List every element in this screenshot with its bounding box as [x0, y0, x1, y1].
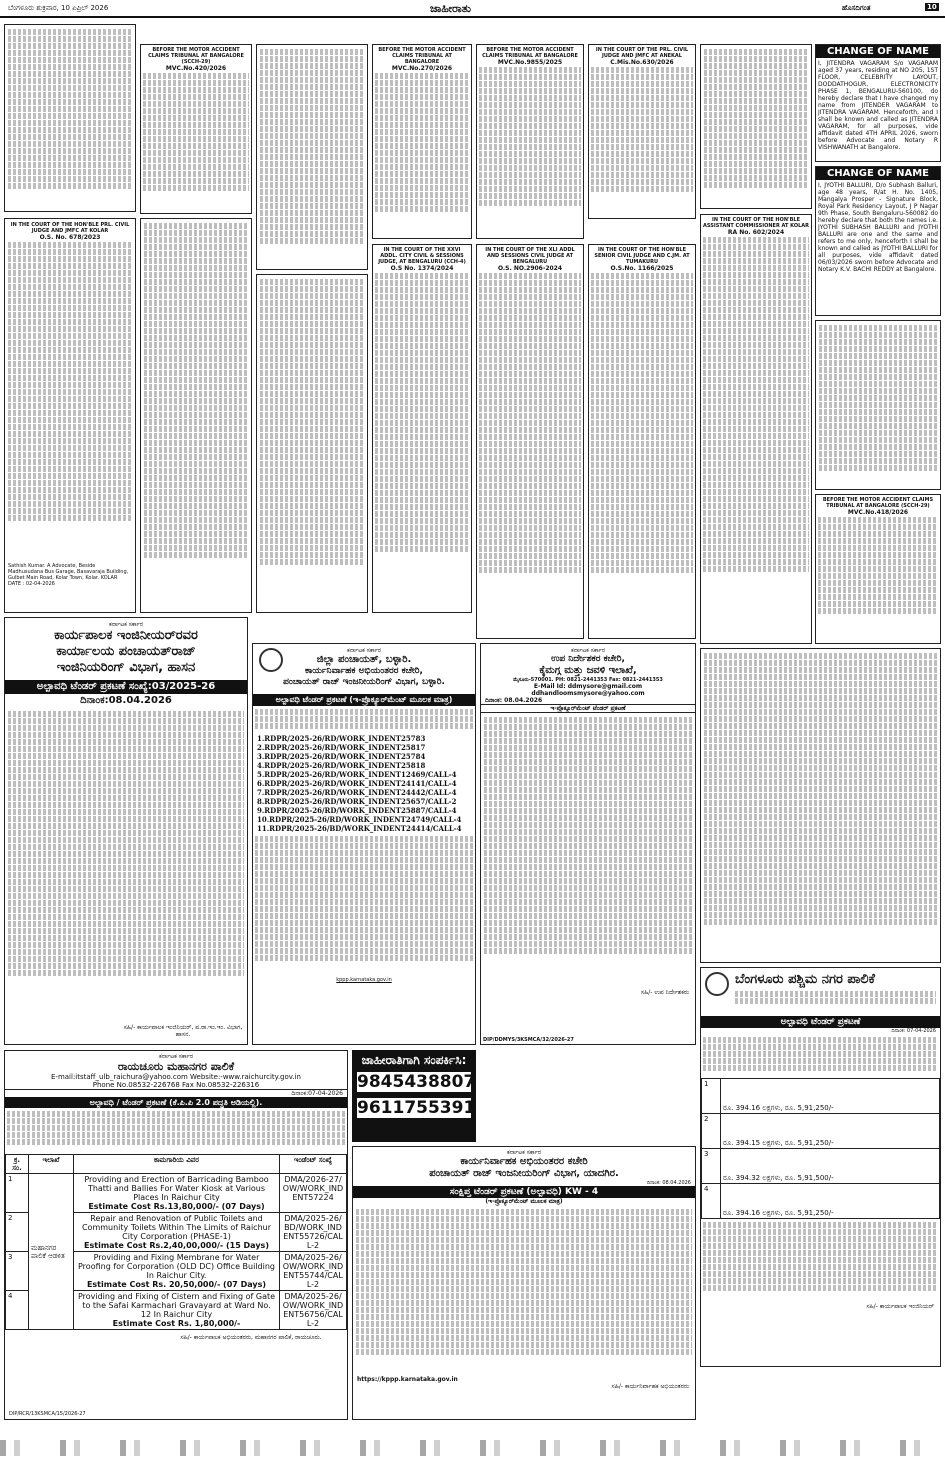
raichur-row-estimate: Estimate Cost Rs. 1,80,000/-: [112, 1319, 241, 1328]
kannada-court-notice-7: [815, 320, 941, 490]
raichur-signature: ಸಹಿ/- ಕಾರ್ಯಪಾಲಕ ಅಭಿಯಂತರರು, ಮಹಾನಗರ ಪಾಲಿಕೆ, ರಾಯಚೂರು.: [180, 1334, 322, 1341]
raichur-row-work-text: Providing and Fixing Membrane for Water Proofing for Corporation (OLD DC) Office Building In Raichur City.: [78, 1253, 275, 1280]
raichur-date: ದಿನಾಂಕ:07-04-2026: [5, 1089, 347, 1097]
yadgir-date: ದಿನಾಂಕ: 08.04.2026: [646, 1180, 691, 1186]
hassan-signature: ಸಹಿ/- ಕಾರ್ಯಪಾಲಕ ಇಂಜಿನಿಯರ್, ಪ.ರಾ.ಇಂ.ಇಂ. ವಿಭಾಗ, ಹಾಸನ.: [123, 1024, 243, 1038]
raichur-row-no: 4: [6, 1291, 29, 1330]
os-1374-case: O.S No. 1374/2024: [390, 265, 454, 272]
os-678-footer: Sathish Kumar. A Advocate, Beside Madhusudana Bus Garage, Basavaraja Building, Gulbet Main Road, Kolar Town, Kolar. KOLAR DATE : 02-04-2026: [8, 563, 129, 587]
handloom-office: ಉಪ ನಿರ್ದೇಶಕರ ಕಚೇರಿ,: [551, 654, 625, 664]
bellary-indent-item: 5.RDPR/2025-26/RD/WORK_INDENT12469/CALL-4: [257, 770, 457, 779]
raichur-row-indent: DMA/2026-27/OW/WORK_INDENT57224: [280, 1174, 347, 1213]
ad-contact-phone-1[interactable]: 9845438807: [357, 1072, 476, 1092]
change-of-name-2-heading: CHANGE OF NAME: [816, 167, 940, 180]
bbmp-notice: ಅಲ್ಪಾವಧಿ ಟೆಂಡರ್ ಪ್ರಕಟಣೆ: [701, 1016, 940, 1028]
mvc-270-case: MVC.No.270/2026: [391, 65, 453, 72]
yadgir-notice: ಸಂಕ್ಷಿಪ್ತ ಟೆಂಡರ್ ಪ್ರಕಟಣೆ (ಅಲ್ಪಾವಧಿ) KW - 4: [353, 1186, 695, 1198]
hassan-office: ಕಾರ್ಯಪಾಲಕ ಇಂಜಿನೀಯರ್‌ರವರ: [54, 628, 198, 643]
ad-contact-label: ಜಾಹೀರಾತಿಗಾಗಿ ಸಂಪರ್ಕಿಸಿ:: [361, 1053, 467, 1067]
change-of-name-1: [815, 44, 941, 162]
yadgir-website[interactable]: https://kppp.karnataka.gov.in: [357, 1376, 458, 1383]
bbmp-row-desc: ರೂ. 394.16 ಲಕ್ಷಗಳು, ರೂ. 5,91,250/-: [721, 1184, 940, 1219]
raichur-table-header: [6, 1155, 347, 1174]
handloom-signature: ಸಹಿ/- ಉಪ ನಿರ್ದೇಶಕರು: [640, 989, 689, 996]
os-678-notice: [4, 218, 136, 613]
handloom-email-2[interactable]: ddhandloomsmysore@yahoo.com: [531, 690, 645, 697]
civil-630-notice: [588, 44, 696, 219]
bellary-indent-item: 6.RDPR/2025-26/RD/WORK_INDENT24141/CALL-4: [257, 779, 457, 788]
raichur-table: [5, 1154, 347, 1330]
yadgir-tender: [352, 1146, 696, 1420]
handloom-office-2: ಕೈಮಗ್ಗ ಮತ್ತು ಜವಳಿ ಇಲಾಖೆ,: [539, 665, 637, 676]
bbmp-table-row: [702, 1079, 940, 1114]
mvc-420-notice: [140, 44, 252, 214]
bbmp-tender: [700, 967, 941, 1367]
mvc-420-title: BEFORE THE MOTOR ACCIDENT CLAIMS TRIBUNAL AT BANGALORE (SCCH-29): [148, 47, 244, 65]
bellary-indent-item: 8.RDPR/2025-26/RD/WORK_INDENT25657/CALL-2: [257, 797, 457, 806]
yadgir-signature: ಸಹಿ/- ಕಾರ್ಯನಿರ್ವಾಹಕ ಅಭಿಯಂತರರು: [611, 1383, 689, 1390]
handloom-email[interactable]: E-Mail Id: ddmysore@gmail.com: [533, 683, 643, 690]
raichur-notice: ಅಲ್ಪಾವಧಿ / ಟೆಂಡರ್ ಪ್ರಕಟಣೆ (ಕೆ.ಪಿ.ಪಿ 2.0 ಪದ್ಧತಿ ಅಡಿಯಲ್ಲಿ).: [5, 1097, 347, 1108]
kannada-court-notice-1: [4, 24, 136, 212]
change-of-name-1-heading: CHANGE OF NAME: [816, 45, 940, 58]
mvc-9855-title: BEFORE THE MOTOR ACCIDENT CLAIMS TRIBUNAL AT BANGALORE: [482, 47, 578, 59]
kannada-court-notice-5: [256, 274, 368, 613]
raichur-row-no: 3: [6, 1252, 29, 1291]
mvc-420-case: MVC.No.420/2026: [165, 65, 227, 72]
mvc-270-title: BEFORE THE MOTOR ACCIDENT CLAIMS TRIBUNAL AT BANGALORE: [378, 47, 466, 65]
bbmp-row-desc: ರೂ. 394.15 ಲಕ್ಷಗಳು, ರೂ. 5,91,250/-: [721, 1114, 940, 1149]
bellary-notice: ಅಲ್ಪಾವಧಿ ಟೆಂಡರ್ ಪ್ರಕಟಣೆ (ಇ-ಪ್ರೊಕ್ಯೂರ್‌ಮೆಂಟ್ ಮೂಲಕ ಮಾತ್ರ): [253, 694, 475, 706]
raichur-row-estimate: Estimate Cost Rs. 20,50,000/- (07 Days): [86, 1280, 267, 1289]
mvc-9855-notice: [476, 44, 584, 239]
bellary-indent-item: 7.RDPR/2025-26/RD/WORK_INDENT24442/CALL-4: [257, 788, 457, 797]
raichur-row-estimate: Estimate Cost Rs.13,80,000/- (07 Days): [88, 1202, 265, 1211]
raichur-row-work: [74, 1291, 280, 1330]
raichur-col-work: ಕಾಮಗಾರಿಯ ವಿವರ: [74, 1155, 280, 1174]
bbmp-logo-icon: [705, 972, 729, 996]
os-1374-title: IN THE COURT OF THE XXVI ADDL. CITY CIVIL & SESSIONS JUDGE, AT BENGALURU (CCH-4): [378, 247, 466, 265]
bellary-indent-item: 9.RDPR/2025-26/RD/WORK_INDENT25887/CALL-4: [257, 806, 457, 815]
yadgir-office-2: ಪಂಚಾಯತ್ ರಾಜ್ ಇಂಜನೀಯರಿಂಗ್ ವಿಭಾಗ, ಯಾದಗಿರ.: [429, 1168, 619, 1179]
masthead: [0, 0, 945, 18]
raichur-row-no: 2: [6, 1213, 29, 1252]
os-2906-title: IN THE COURT OF THE XLI ADDL AND SESSIONS CIVIL JUDGE AT BENGALURU: [485, 247, 575, 265]
ra-602-title: IN THE COURT OF THE HON'BLE ASSISTANT COMMISSIONER AT KOLAR: [703, 217, 809, 229]
os-678-case: O.S. No. 678/2023: [39, 234, 101, 241]
bellary-indent-item: 10.RDPR/2025-26/RD/WORK_INDENT24749/CALL-4: [257, 815, 462, 824]
raichur-email[interactable]: E-mail:itstaff_ulb_raichura@yahoo.com Website:-www.raichurcity.gov.in: [51, 1073, 301, 1081]
hassan-notice: ಅಲ್ಪಾವಧಿ ಟೆಂಡರ್ ಪ್ರಕಟಣೆ ಸಂಖ್ಯೆ:03/2025-26: [5, 680, 247, 694]
raichur-row-work: [74, 1174, 280, 1213]
raichur-col-no: ಕ್ರ. ಸಂ.: [6, 1155, 29, 1174]
bbmp-row-desc: ರೂ. 394.16 ಲಕ್ಷಗಳು, ರೂ. 5,91,250/-: [721, 1079, 940, 1114]
kannada-court-notice-3: [700, 44, 812, 209]
bellary-govt: ಕರ್ನಾಟಕ ಸರ್ಕಾರ: [346, 647, 382, 654]
bellary-indent-item: 4.RDPR/2025-26/RD/WORK_INDENT25818: [257, 761, 426, 770]
raichur-row-work-text: Providing and Erection of Barricading Bamboo Thatti and Ballies For Water Kiosk at Various Places In Raichur City: [84, 1175, 269, 1202]
handloom-date: ದಿನಾಂಕ: 08.04.2026: [485, 697, 543, 704]
emblem-icon: [259, 648, 283, 672]
raichur-title: ರಾಯಚೂರು ಮಹಾನಗರ ಪಾಲಿಕೆ: [117, 1060, 235, 1073]
ad-contact-phone-2[interactable]: 9611755391: [357, 1098, 476, 1118]
os-1374-notice: [372, 244, 472, 613]
raichur-col-indent: ಇಂಡೆಂಟ್ ಸಂಖ್ಯೆ: [280, 1155, 347, 1174]
header-paper-name: ಹೊಸದಿಗಂತ: [842, 4, 871, 12]
bbmp-row-sl: 4: [702, 1184, 721, 1219]
change-of-name-1-text: I, JITENDRA VAGARAM S/o VAGARAM aged 37 years, residing at NO 205, 1ST FLOOR, CELEBRITY LAYOUT, DODDATHOGUR, ELECTRONICITY PHASE 1, BENGALURU-560100, do hereby declare that I have changed my name from JITENDER VAGARAM to JITENDRA VAGARAM. Henceforth, and I shall be known and called as JITENDRA VAGARAM, for all purposes, vide affidavit dated 4TH APRIL 2026, sworn before Advocate and Notary R VISHWANATH at Bangalore.: [818, 60, 938, 151]
raichur-row-dept: ಮಹಾನಗರ ಪಾಲಿಕೆ ಆಡಳಿತ: [29, 1174, 74, 1330]
bbmp-date: ದಿನಾಂಕ: 07-04-2026: [891, 1028, 936, 1034]
handloom-tender: [480, 643, 696, 1045]
raichur-row-work-text: Providing and Fixing of Cistern and Fixing of Gate to the Safai Karmachari Gravayard at Ward No. 12 In Raichur City: [77, 1292, 276, 1319]
mvc-270-notice: [372, 44, 472, 239]
handloom-govt: ಕರ್ನಾಟಕ ಸರ್ಕಾರ: [570, 647, 606, 654]
hassan-office-3: ಇಂಜಿನಿಯರಿಂಗ್ ವಿಭಾಗ, ಹಾಸನ: [56, 660, 196, 675]
raichur-row-work: [74, 1213, 280, 1252]
bellary-indent-item: 11.RDPR/2025-26/BD/WORK_INDENT24414/CALL-4: [257, 824, 462, 833]
raichur-row-indent: DMA/2025-26/OW/WORK_INDENT56756/CALL-2: [280, 1291, 347, 1330]
os-1166-case: O.S.No. 1166/2025: [610, 265, 674, 272]
ad-contact-box: [352, 1050, 476, 1142]
bbmp-row-sl: 2: [702, 1114, 721, 1149]
mvc-418-notice: [815, 494, 941, 644]
print-registration-marks: [0, 1440, 945, 1456]
bellary-tender: [252, 643, 476, 1045]
os-2906-notice: [476, 244, 584, 639]
yadgir-govt: ಕರ್ನಾಟಕ ಸರ್ಕಾರ: [506, 1149, 542, 1156]
kannada-court-notice-4: [140, 218, 252, 613]
raichur-row-indent: DMA/2025-26/OW/WORK_INDENT55744/CALL-2: [280, 1252, 347, 1291]
kannada-court-notice-8: [700, 648, 941, 963]
change-of-name-2: [815, 166, 941, 316]
raichur-govt: ಕರ್ನಾಟಕ ಸರ್ಕಾರ: [158, 1053, 194, 1060]
ra-602-case: RA No. 602/2024: [727, 229, 785, 236]
raichur-row-no: 1: [6, 1174, 29, 1213]
raichur-footer-ref: DIP/RCR/13KSMCA/15/2026-27: [9, 1411, 86, 1417]
hassan-office-2: ಕಾರ್ಯಾಲಯ ಪಂಚಾಯತ್‌ರಾಜ್: [56, 644, 196, 659]
bellary-office-3: ಪಂಚಾಯತ್ ರಾಜ್ ಇಂಜನೀಯರಿಂಗ್ ವಿಭಾಗ, ಬಳ್ಳಾರಿ.: [283, 677, 445, 687]
os-1166-notice: [588, 244, 696, 639]
bbmp-row-desc: ರೂ. 394.32 ಲಕ್ಷಗಳು, ರೂ. 5,91,500/-: [721, 1149, 940, 1184]
kannada-court-notice-2: [256, 44, 368, 270]
bellary-office: ಜಿಲ್ಲಾ ಪಂಚಾಯತ್, ಬಳ್ಳಾರಿ.: [316, 654, 412, 665]
change-of-name-2-text: I, JYOTHI BALLURI, D/o Subhash Balluri, age 48 years, R/at H. No. 1405, Mangalya Prosper - Signature Block, Royal Park Residency Layout, J P Nagar 9th Phase, South Bengaluru-560082 do hereby declare that both the names i.e. JYOTHI SUBHASH BALLURI and JYOTHI BALLURI are one and the same and refers to me only, henceforth I shall be known and called as JYOTHI BALLURI for all purposes, vide affidavit dated 06/03/2026 sworn before Advocate and Notary K.V. BACHI REDDY at Bangalore.: [818, 182, 938, 273]
bbmp-table-row: [702, 1184, 940, 1219]
header-section: ಜಾಹೀರಾತು: [430, 2, 472, 15]
raichur-phone: Phone No.08532-226768 Fax No.08532-226316: [92, 1081, 260, 1089]
bellary-indent-item: 3.RDPR/2025-26/RD/WORK_INDENT25784: [257, 752, 426, 761]
bellary-website[interactable]: kppp.karnataka.gov.in: [336, 977, 392, 983]
civil-630-title: IN THE COURT OF THE PRL. CIVIL JUDGE AND JMFC AT ANEKAL: [595, 47, 689, 59]
bellary-indent-item: 1.RDPR/2025-26/RD/WORK_INDENT25783: [257, 734, 426, 743]
raichur-table-row: [6, 1174, 347, 1213]
handloom-notice: ಇ-ಪ್ರೊಕ್ಯೂರ್‌ಮೆಂಟ್ ಟೆಂಡರ್ ಪ್ರಕಟಣೆ: [481, 704, 695, 713]
handloom-phone: ಮೈಸೂರು-570001. PH: 0821-2441353 Fax: 0821-2441353: [513, 677, 663, 683]
bellary-office-2: ಕಾರ್ಯನಿರ್ವಾಹಕ ಅಭಿಯಂತರರ ಕಚೇರಿ,: [305, 666, 423, 676]
bbmp-table-row: [702, 1114, 940, 1149]
bbmp-table-row: [702, 1149, 940, 1184]
os-1166-title: IN THE COURT OF THE HON'BLE SENIOR CIVIL JUDGE AND C.JM. AT TUMAKURU: [594, 247, 690, 265]
hassan-date: ದಿನಾಂಕ:08.04.2026: [80, 695, 172, 706]
mvc-9855-case: MVC.No.9855/2025: [497, 59, 563, 66]
mvc-418-title: BEFORE THE MOTOR ACCIDENT CLAIMS TRIBUNAL AT BANGALORE (SCCH-29): [822, 497, 934, 509]
raichur-row-work-text: Repair and Renovation of Public Toilets and Community Toilets Within The Limits of Raichur City Corporation (PHASE-1): [81, 1214, 272, 1241]
bbmp-row-sl: 1: [702, 1079, 721, 1114]
os-678-title: IN THE COURT OF THE HON'BLE PRL. CIVIL JUDGE AND JMFC AT KOLAR: [10, 222, 130, 234]
civil-630-case: C.Mis.No.630/2026: [610, 59, 674, 66]
os-2906-case: O.S. NO.2906-2024: [497, 265, 563, 272]
bbmp-title: ಬೆಂಗಳೂರು ಪಶ್ಚಿಮ ನಗರ ಪಾಲಿಕೆ: [735, 972, 875, 987]
raichur-row-indent: DMA/2025-26/BD/WORK_INDENT55726/CALL-2: [280, 1213, 347, 1252]
handloom-footer-ref: DIP/DDMYS/3KSMCA/32/2026-27: [483, 1037, 574, 1043]
raichur-row-work: [74, 1252, 280, 1291]
hassan-tender: [4, 617, 248, 1045]
header-date: ಬೆಂಗಳೂರು ಶುಕ್ರವಾರ, 10 ಏಪ್ರಿಲ್ 2026: [8, 4, 109, 12]
yadgir-office: ಕಾರ್ಯನಿರ್ವಾಹಕ ಅಭಿಯಂತರರ ಕಚೇರಿ: [460, 1156, 588, 1167]
bbmp-row-sl: 3: [702, 1149, 721, 1184]
bellary-indent-item: 2.RDPR/2025-26/RD/WORK_INDENT25817: [257, 743, 426, 752]
raichur-col-dept: ಇಲಾಖೆ: [29, 1155, 74, 1174]
raichur-row-estimate: Estimate Cost Rs.2,40,00,000/- (15 Days): [84, 1241, 269, 1250]
mvc-418-case: MVC.No.418/2026: [847, 509, 909, 516]
bbmp-table: [701, 1078, 940, 1219]
ra-602-notice: [700, 214, 812, 644]
hassan-govt: ಕರ್ನಾಟಕ ಸರ್ಕಾರ: [108, 621, 144, 628]
bbmp-signature: ಸಹಿ/- ಕಾರ್ಯಪಾಲಕ ಇಂಜಿನಿಯರ್: [866, 1303, 934, 1310]
bellary-indent-list: [253, 734, 475, 833]
raichur-tender: [4, 1050, 348, 1420]
yadgir-sub: (ಇ-ಪ್ರೊಕ್ಯೂರ್‌ಮೆಂಟ್ ಮೂಲಕ ಮಾತ್ರ): [485, 1198, 563, 1205]
page-number: 10: [927, 3, 937, 11]
